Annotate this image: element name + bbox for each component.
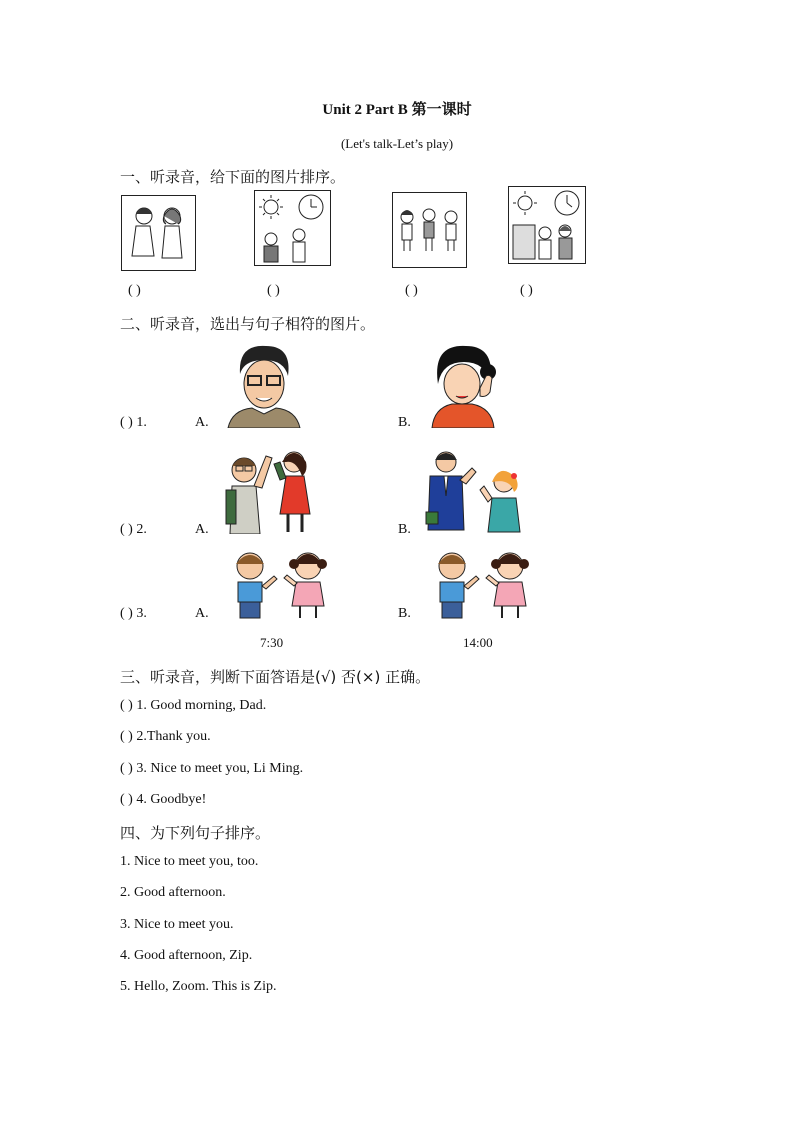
- boy-and-girl-high-five-image: [222, 446, 322, 534]
- option-b-label: B.: [398, 522, 411, 537]
- section2-heading: 二、听录音，选出与句子相符的图片。: [120, 315, 376, 333]
- time-label-b: 14:00: [463, 635, 493, 650]
- boy-and-girl-greeting-image-a: [228, 550, 338, 620]
- answer-blank-4[interactable]: ( ): [520, 283, 533, 298]
- question-2-3-prefix: ( ) 3.: [120, 606, 147, 621]
- answer-blank-3[interactable]: ( ): [405, 283, 418, 298]
- woman-waving-image: [430, 344, 498, 428]
- page-title: Unit 2 Part B 第一课时: [322, 102, 472, 118]
- time-label-a: 7:30: [260, 635, 284, 650]
- section3-heading: 三、听录音，判断下面答语是(√) 否(×) 正确。: [120, 668, 431, 686]
- judge-item-2: ( ) 2.Thank you.: [120, 729, 211, 744]
- option-b-label: B.: [398, 415, 411, 430]
- page-subtitle: (Let's talk-Let’s play): [340, 136, 454, 151]
- boy-and-girl-greeting-image-b: [430, 550, 540, 620]
- question-2-2-prefix: ( ) 2.: [120, 522, 147, 537]
- option-a-label: A.: [195, 606, 209, 621]
- judge-item-4: ( ) 4. Goodbye!: [120, 792, 207, 807]
- man-with-glasses-image: [226, 344, 302, 428]
- option-b-label: B.: [398, 606, 411, 621]
- section4-heading: 四、为下列句子排序。: [120, 824, 271, 842]
- order-sentence-2: 2. Good afternoon.: [120, 885, 226, 900]
- order-sentence-1: 1. Nice to meet you, too.: [120, 854, 259, 869]
- option-a-label: A.: [195, 522, 209, 537]
- section1-heading: 一、听录音，给下面的图片排序。: [120, 168, 346, 186]
- picture-sun-clock-teacher: [508, 186, 586, 264]
- picture-sun-clock-boy: [254, 190, 331, 266]
- answer-blank-1[interactable]: ( ): [128, 283, 141, 298]
- order-sentence-5: 5. Hello, Zoom. This is Zip.: [120, 979, 277, 994]
- order-sentence-3: 3. Nice to meet you.: [120, 917, 234, 932]
- picture-two-women: [121, 195, 196, 271]
- picture-three-children: [392, 192, 467, 268]
- order-sentence-4: 4. Good afternoon, Zip.: [120, 948, 253, 963]
- man-and-girl-waving-image: [422, 446, 526, 534]
- question-2-1-prefix: ( ) 1.: [120, 415, 147, 430]
- answer-blank-2[interactable]: ( ): [267, 283, 280, 298]
- judge-item-1: ( ) 1. Good morning, Dad.: [120, 698, 267, 713]
- option-a-label: A.: [195, 415, 209, 430]
- judge-item-3: ( ) 3. Nice to meet you, Li Ming.: [120, 761, 304, 776]
